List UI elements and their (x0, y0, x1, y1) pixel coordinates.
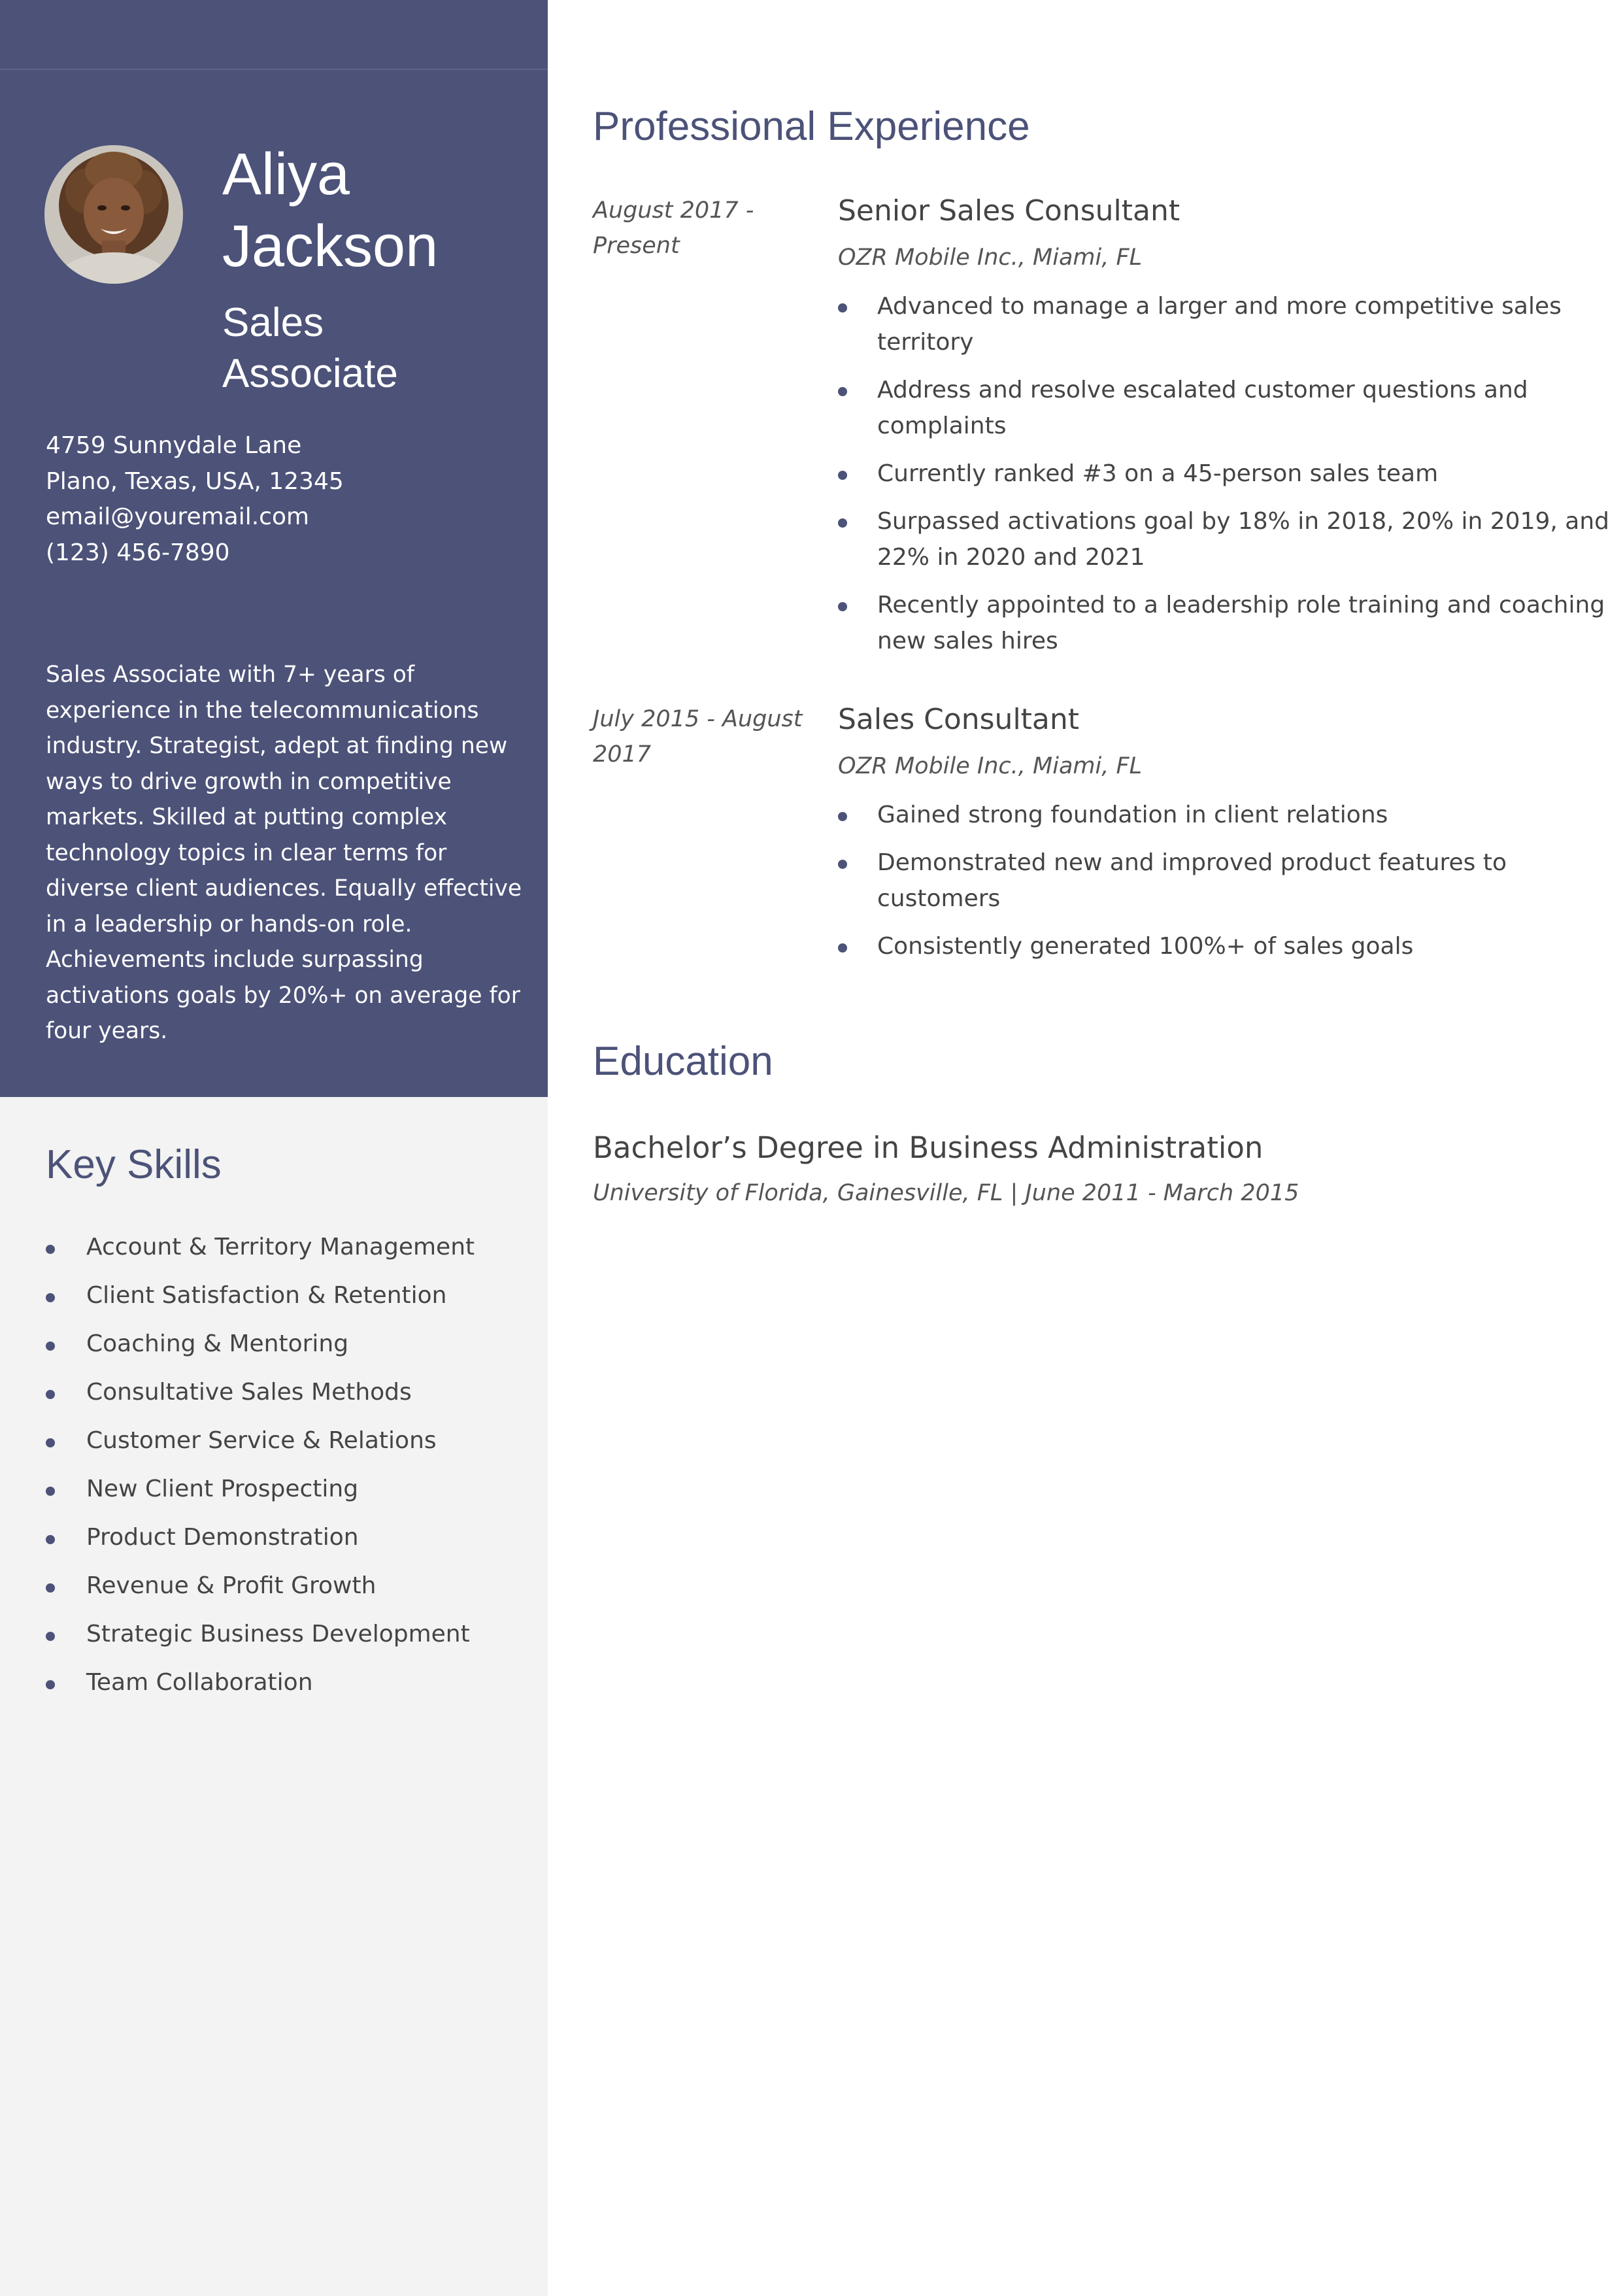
job-bullet (838, 587, 1605, 659)
job-details (838, 193, 1609, 671)
bullet-icon (46, 1680, 55, 1689)
candidate-name (222, 139, 529, 282)
job-bullet (838, 797, 1577, 833)
skill-label: New Client Prospecting (86, 1476, 359, 1502)
skill-item (46, 1470, 529, 1518)
skill-item (46, 1663, 529, 1712)
bullet-icon (46, 1342, 55, 1351)
bullet-line: Surpassed activations goal by 18% in 2018, 20% in 2019, and (877, 508, 1609, 535)
summary-line: experience in the telecommunications (46, 697, 479, 724)
summary-line: in a leadership or hands-on role. (46, 911, 412, 937)
bullet-line: Currently ranked #3 on a 45-person sales team (877, 460, 1439, 487)
degree-title: Bachelor’s Degree in Business Administration (593, 1130, 1263, 1165)
job-company: OZR Mobile Inc., Miami, FL (838, 245, 1143, 271)
education-entry (593, 1127, 1586, 1209)
bullet-icon (46, 1390, 55, 1399)
bullet-icon (838, 943, 847, 953)
skill-label: Customer Service & Relations (86, 1427, 437, 1454)
skill-label: Client Satisfaction & Retention (86, 1282, 447, 1309)
job-role: Senior Sales Consultant (838, 194, 1180, 228)
bullet-icon (46, 1632, 55, 1641)
bullet-line: Address and resolve escalated customer questions and (877, 377, 1528, 403)
profile-photo-icon (44, 145, 183, 284)
profile-summary (46, 657, 522, 1049)
bullet-line: Gained strong foundation in client relations (877, 802, 1388, 828)
bullet-line: new sales hires (877, 628, 1058, 654)
summary-line: ways to drive growth in competitive (46, 768, 452, 795)
skills-heading: Key Skills (46, 1142, 222, 1187)
job-dates (593, 193, 809, 263)
bullet-icon (838, 387, 847, 396)
date-line: July 2015 - August (593, 706, 803, 732)
job-dates (593, 701, 809, 772)
job-bullet (838, 928, 1577, 964)
date-line: 2017 (593, 741, 652, 768)
skills-list (46, 1228, 529, 1712)
candidate-title (222, 297, 523, 399)
summary-line: markets. Skilled at putting complex (46, 804, 448, 830)
skill-label: Strategic Business Development (86, 1621, 470, 1647)
summary-line: diverse client audiences. Equally effective (46, 875, 522, 902)
bullet-icon (46, 1245, 55, 1254)
skill-item (46, 1276, 529, 1325)
job-bullets (838, 797, 1577, 964)
summary-line: technology topics in clear terms for (46, 839, 447, 866)
education-heading: Education (593, 1039, 773, 1084)
address-line: Plano, Texas, USA, 12345 (46, 467, 344, 495)
title-line: Sales (222, 300, 324, 345)
job-bullet (838, 288, 1577, 360)
bullet-icon (46, 1438, 55, 1447)
skill-item (46, 1228, 529, 1276)
skill-label: Revenue & Profit Growth (86, 1572, 376, 1599)
bullet-line: Advanced to manage a larger and more competitive sales (877, 293, 1562, 320)
bullet-icon (46, 1583, 55, 1593)
bullet-icon (838, 518, 847, 528)
skill-label: Coaching & Mentoring (86, 1330, 349, 1357)
skill-item (46, 1566, 529, 1615)
divider (0, 69, 548, 70)
name-last: Jackson (222, 214, 439, 279)
bullet-line: Recently appointed to a leadership role training and coaching (877, 592, 1605, 618)
job-bullet (838, 456, 1577, 492)
school-info: University of Florida, Gainesville, FL | June 2011 - March 2015 (593, 1180, 1299, 1206)
skill-item (46, 1421, 529, 1470)
contact-info (46, 428, 529, 571)
skill-label: Team Collaboration (86, 1669, 313, 1696)
skill-item (46, 1373, 529, 1421)
summary-line: four years. (46, 1018, 168, 1044)
summary-line: industry. Strategist, adept at finding new (46, 733, 508, 759)
job-bullet (838, 372, 1577, 444)
bullet-icon (838, 471, 847, 480)
skill-label: Consultative Sales Methods (86, 1379, 412, 1406)
job-company: OZR Mobile Inc., Miami, FL (838, 753, 1143, 779)
bullet-icon (838, 860, 847, 869)
email-link[interactable]: email@youremail.com (46, 503, 310, 530)
skill-item (46, 1518, 529, 1566)
bullet-icon (838, 812, 847, 821)
bullet-icon (46, 1293, 55, 1302)
avatar (44, 145, 183, 284)
job-role: Sales Consultant (838, 703, 1080, 736)
phone-number: (123) 456-7890 (46, 539, 230, 566)
job-details (838, 701, 1577, 976)
job-bullets (838, 288, 1609, 659)
title-line: Associate (222, 351, 398, 396)
skill-item (46, 1325, 529, 1373)
bullet-line: territory (877, 329, 974, 356)
address-line: 4759 Sunnydale Lane (46, 432, 302, 459)
name-first: Aliya (222, 142, 350, 207)
bullet-line: customers (877, 885, 1001, 912)
job-bullet (838, 845, 1577, 917)
bullet-line: Consistently generated 100%+ of sales goals (877, 933, 1414, 960)
bullet-line: complaints (877, 413, 1007, 439)
summary-line: Sales Associate with 7+ years of (46, 662, 415, 688)
bullet-line: 22% in 2020 and 2021 (877, 544, 1145, 571)
bullet-icon (838, 602, 847, 611)
summary-line: Achievements include surpassing (46, 947, 424, 973)
bullet-line: Demonstrated new and improved product features to (877, 849, 1507, 876)
skill-item (46, 1615, 529, 1663)
date-line: August 2017 - (593, 197, 754, 224)
summary-line: activations goals by 20%+ on average for (46, 982, 520, 1009)
experience-heading: Professional Experience (593, 104, 1030, 149)
skill-label: Account & Territory Management (86, 1234, 475, 1260)
bullet-icon (46, 1487, 55, 1496)
bullet-icon (838, 303, 847, 312)
job-bullet (838, 503, 1609, 575)
skill-label: Product Demonstration (86, 1524, 359, 1551)
bullet-icon (46, 1535, 55, 1544)
date-line: Present (593, 233, 680, 259)
